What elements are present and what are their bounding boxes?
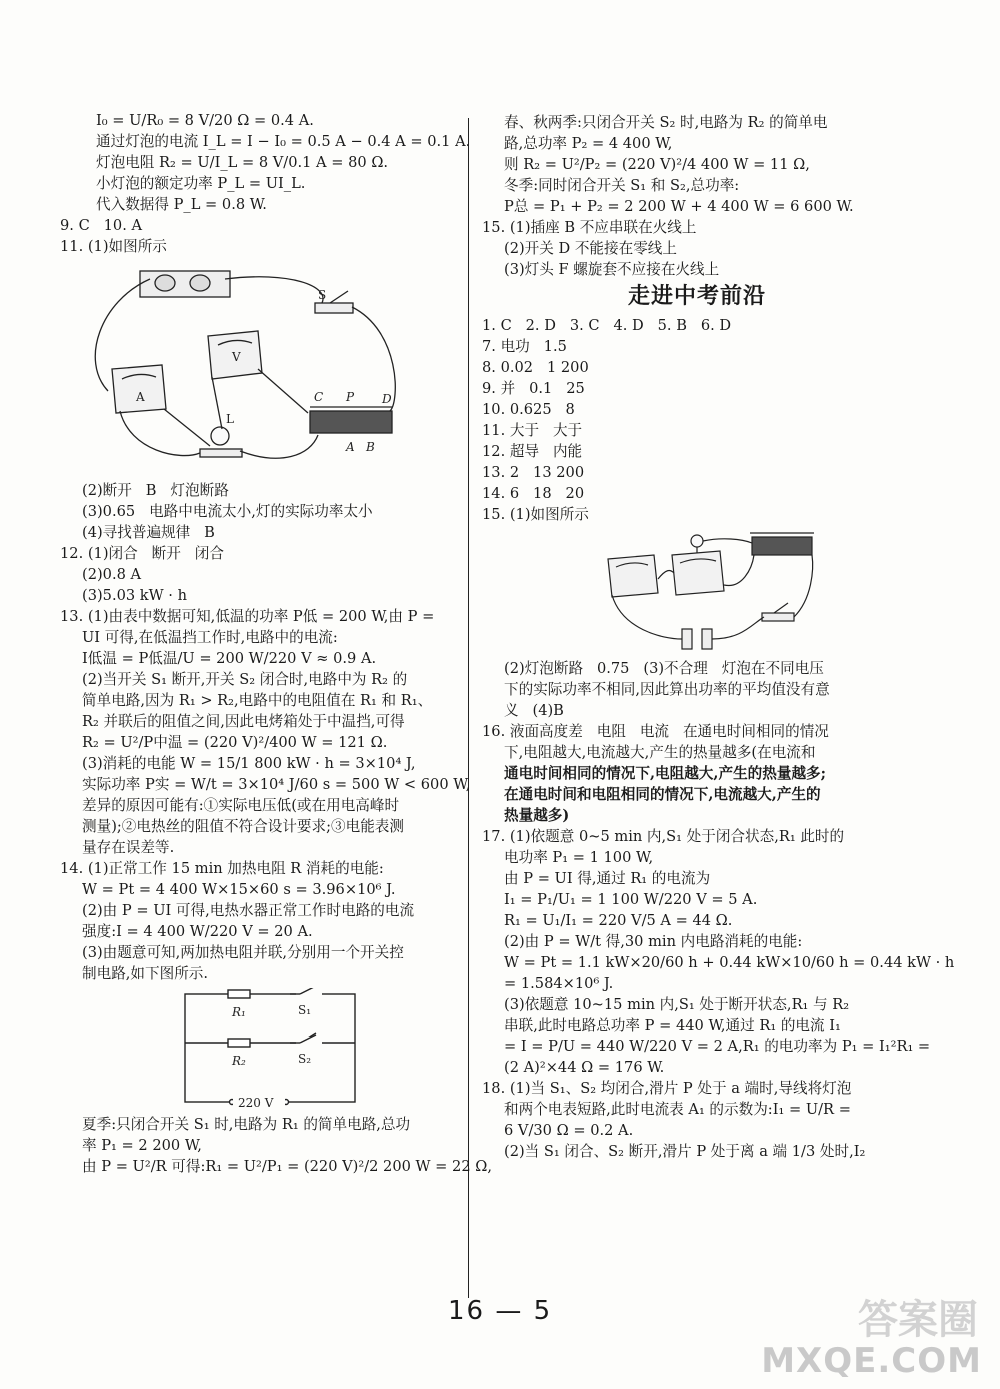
text-line: 9. 并 0.1 25 [482,380,585,397]
text-line: 14. 6 18 20 [482,485,585,502]
text-line: (3)由题意可知,两加热电阻并联,分别用一个开关控 [82,944,404,961]
text-line: W = Pt = 1.1 kW×20/60 h + 0.44 kW×10/60 h = 0.44 kW · h [504,954,955,971]
left-column [60,110,493,1177]
text-line: 在通电时间和电阻相同的情况下,电流越大,产生的 [504,786,821,803]
left-top-lines [60,110,471,257]
text-line: 冬季:同时闭合开关 S₁ 和 S₂,总功率: [504,177,740,194]
r2-label: R₂ [232,1054,246,1068]
text-line: 差异的原因可能有:①实际电压低(或在用电高峰时 [82,797,400,814]
terminal-b-label: B [366,440,375,454]
text-line: P总 = P₁ + P₂ = 2 200 W + 4 400 W = 6 600 W. [504,198,854,215]
text-line: 1. C 2. D 3. C 4. D 5. B 6. D [482,317,732,334]
text-line: (2)由 P = UI 可得,电热水器正常工作时电路的电流 [82,902,415,919]
q13-block [60,606,471,858]
text-line: 6 V/30 Ω = 0.2 A. [504,1122,634,1139]
watermark-url: MXQE.COM [761,1341,982,1381]
text-line: 12. 超导 内能 [482,443,583,460]
q15-rest [482,658,912,721]
text-line: 10. 0.625 8 [482,401,575,418]
text-line: (2)灯泡断路 0.75 (3)不合理 灯泡在不同电压 [504,660,824,677]
watermark-logo: 答案圈 [858,1297,978,1343]
text-line: 热量越多) [504,807,570,824]
s1-label: S₁ [298,1003,312,1017]
q17-block [482,826,955,1078]
text-line: 率 P₁ = 2 200 W, [82,1137,202,1154]
parallel-circuit-figure [140,988,470,1110]
text-line: (2)开关 D 不能接在零线上 [504,240,677,257]
text-line: 通电时间相同的情况下,电阻越大,产生的热量越多; [504,765,827,782]
text-line: 实际功率 P实 = W/t = 3×10⁴ J/60 s = 500 W < 600 W, [82,776,471,793]
voltage-label: 220 V [238,1096,274,1110]
circuit-figure-2 [602,529,1000,654]
text-line: (3)消耗的电能 W = 15/1 800 kW · h = 3×10⁴ J, [82,755,416,772]
text-line: 14. (1)正常工作 15 min 加热电阻 R 消耗的电能: [60,860,384,877]
page-number: 16 — 5 [448,1296,553,1326]
text-line: 11. (1)如图所示 [60,238,167,255]
text-line: (3)灯头 F 螺旋套不应接在火线上 [504,261,720,278]
text-line: 电功率 P₁ = 1 100 W, [504,849,654,866]
text-line: 15. (1)插座 B 不应串联在火线上 [482,219,697,236]
q12-block [60,543,455,606]
text-line: 15. (1)如图所示 [482,506,589,523]
text-line: 由 P = U²/R 可得:R₁ = U²/P₁ = (220 V)²/2 200 W = 22 Ω, [82,1158,493,1175]
text-line: (3)依题意 10~15 min 内,S₁ 处于断开状态,R₁ 与 R₂ [504,996,850,1013]
text-line: 制电路,如下图所示. [82,965,209,982]
text-line: 由 P = UI 得,通过 R₁ 的电流为 [504,870,711,887]
text-line: = I = P/U = 440 W/220 V = 2 A,R₁ 的电功率为 P₁ = I₁²R₁ = [504,1038,931,1055]
text-line: R₂ = U²/P中温 = (220 V)²/400 W = 121 Ω. [82,734,388,751]
lamp-label: L [226,412,234,426]
q14-seasons [60,1114,493,1177]
text-line: (2 A)²×44 Ω = 176 W. [504,1059,665,1076]
text-line: R₁ = U₁/I₁ = 220 V/5 A = 44 Ω. [504,912,733,929]
text-line: 义 (4)B [504,702,564,719]
text-line: 9. C 10. A [60,217,143,234]
text-line: 灯泡电阻 R₂ = U/I_L = 8 V/0.1 A = 80 Ω. [96,154,389,171]
text-line: = 1.584×10⁶ J. [504,975,614,992]
text-line: (2)0.8 A [82,566,142,583]
r1-label: R₁ [232,1005,246,1019]
slider-p-label: P [346,390,355,404]
text-line: UI 可得,在低温挡工作时,电路中的电流: [82,629,338,646]
switch-label: S [318,288,327,302]
terminal-a-label: A [346,440,355,454]
text-line: (3)5.03 kW · h [82,587,187,604]
text-line: 18. (1)当 S₁、S₂ 均闭合,滑片 P 处于 a 端时,导线将灯泡 [482,1080,852,1097]
text-line: 路,总功率 P₂ = 4 400 W, [504,135,673,152]
text-line: 12. (1)闭合 断开 闭合 [60,545,224,562]
s2-label: S₂ [298,1052,312,1066]
text-line: 量存在误差等. [82,839,175,856]
text-line: (2)当开关 S₁ 断开,开关 S₂ 闭合时,电路中为 R₂ 的 [82,671,408,688]
section-title: 走进中考前沿 [627,284,766,309]
text-line: 代入数据得 P_L = 0.8 W. [96,196,267,213]
text-line: R₂ 并联后的阻值之间,因此电烤箱处于中温挡,可得 [82,713,405,730]
text-line: I₀ = U/R₀ = 8 V/20 Ω = 0.4 A. [96,112,314,129]
text-line: W = Pt = 4 400 W×15×60 s = 3.96×10⁶ J. [82,881,396,898]
q16-block [482,721,912,826]
q18-block [482,1078,912,1162]
text-line: 16. 液面高度差 电阻 电流 在通电时间相同的情况 [482,723,829,740]
text-line: 下,电阻越大,电流越大,产生的热量越多(在电流和 [504,744,816,761]
text-line: 13. 2 13 200 [482,464,585,481]
text-line: (4)寻找普遍规律 B [82,524,215,541]
q11-rest [60,480,455,543]
text-line: I₁ = P₁/U₁ = 1 100 W/220 V = 5 A. [504,891,758,908]
terminal-d-label: D [382,392,392,406]
circuit-figure-1 [60,261,400,476]
answer-list [482,315,912,525]
text-line: I低温 = P低温/U = 200 W/220 V ≈ 0.9 A. [82,650,377,667]
text-line: 17. (1)依题意 0~5 min 内,S₁ 处于闭合状态,R₁ 此时的 [482,828,845,845]
ammeter-label: A [136,390,145,404]
text-line: 串联,此时电路总功率 P = 440 W,通过 R₁ 的电流 I₁ [504,1017,841,1034]
text-line: (2)断开 B 灯泡断路 [82,482,229,499]
text-line: 小灯泡的额定功率 P_L = UI_L. [96,175,306,192]
column-divider [468,118,469,1298]
text-line: 13. (1)由表中数据可知,低温的功率 P低 = 200 W,由 P = [60,608,435,625]
text-line: 7. 电功 1.5 [482,338,567,355]
terminal-c-label: C [314,390,324,404]
text-line: 简单电路,因为 R₁ > R₂,电路中的电阻值在 R₁ 和 R₁、 [82,692,433,709]
q14-block [60,858,455,984]
text-line: 春、秋两季:只闭合开关 S₂ 时,电路为 R₂ 的简单电 [504,114,828,131]
text-line: 强度:I = 4 400 W/220 V = 20 A. [82,923,313,940]
text-line: 通过灯泡的电流 I_L = I − I₀ = 0.5 A − 0.4 A = 0.1 A. [96,133,471,150]
voltmeter-label: V [232,350,241,364]
text-line: 和两个电表短路,此时电流表 A₁ 的示数为:I₁ = U/R = [504,1101,851,1118]
text-line: (2)由 P = W/t 得,30 min 内电路消耗的电能: [504,933,803,950]
right-top-lines [482,112,912,280]
text-line: (3)0.65 电路中电流太小,灯的实际功率太小 [82,503,373,520]
text-line: (2)当 S₁ 闭合、S₂ 断开,滑片 P 处于离 a 端 1/3 处时,I₂ [504,1143,866,1160]
text-line: 下的实际功率不相同,因此算出功率的平均值没有意 [504,681,830,698]
text-line: 8. 0.02 1 200 [482,359,589,376]
text-line: 则 R₂ = U²/P₂ = (220 V)²/4 400 W = 11 Ω, [504,156,810,173]
text-line: 11. 大于 大于 [482,422,583,439]
right-column [482,112,955,1162]
text-line: 测量);②电热丝的阻值不符合设计要求;③电能表测 [82,818,404,835]
text-line: 夏季:只闭合开关 S₁ 时,电路为 R₁ 的简单电路,总功 [82,1116,411,1133]
